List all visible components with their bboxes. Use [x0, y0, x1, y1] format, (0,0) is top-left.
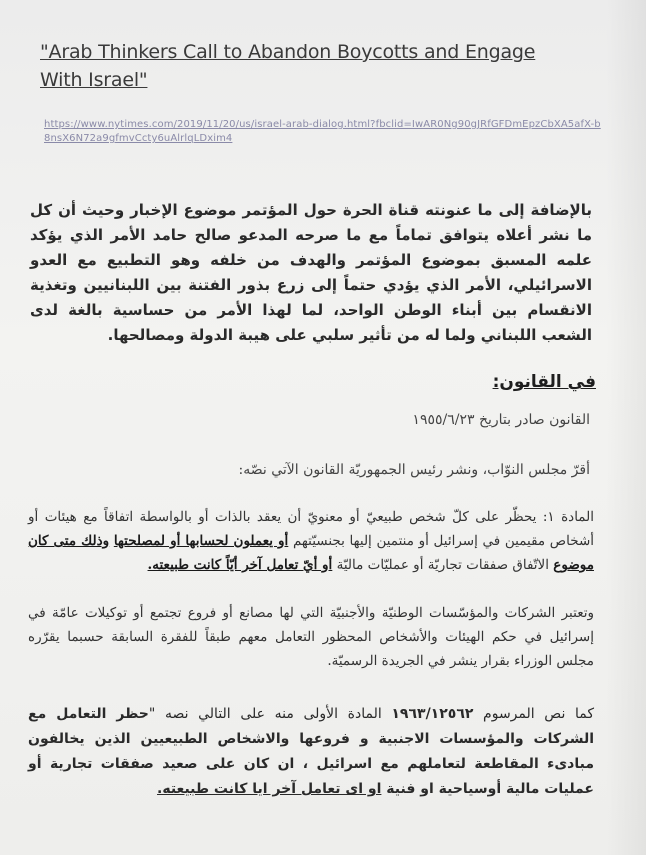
body-paragraph-intro: بالإضافة إلى ما عنونته قناة الحرة حول المؤتمر موضوع الإخبار وحيث أن كل ما نشر أعلاه يتوافق تماماً مع ما صرحه المدعو صالح حامد الأمر الذي يؤكد علمه المسبق بموضوع المؤتمر والهدف من خلفه وهو التطبيع مع العدو الاسرائيلي، الأمر الذي يؤدي حتماً إلى زرع بذور الفتنة بين اللبنانيين وتغذية الانقسام بين أبناء الوطن الواحد، لما لهذا الأمر من حساسية بالغة لدى الشعب اللبناني ولما له من تأثير سلبي على هيبة الدولة ومصالحها. [30, 201, 592, 344]
decree-number: ١٩٦٣/١٢٥٦٢ [391, 706, 474, 722]
article-1-paragraph [28, 505, 594, 577]
article-1-text-a: المادة ١: يحظّر على كلّ شخص طبيعيّ أو معنويّ أن يعقد بالذات أو بالواسطة اتفاقاً مع هيئات أو أشخاص مقيمين في إسرائيل أو منتمين إليها بجنسيّتهم [28, 509, 595, 549]
article-1-underlined-c: أو أيّ تعامل آخر أيّاً كانت طبيعته. [147, 557, 333, 573]
article-1-continuation: وتعتبر الشركات والمؤسّسات الوطنيّة والأجنبيّة التي لها مصانع أو فروع تجتمع أو توكيلات عامّة في إسرائيل في حكم الهيئات والأشخاص المحظور التعامل معهم طبقاً للفقرة السابقة حسبما يقرّره مجلس الوزراء بقرار ينشر في الجريدة الرسميّة. [28, 605, 594, 669]
page-edge-shadow [606, 0, 646, 855]
article-1-text-b: الاتّفاق صفقات تجاريّة أو عمليّات ماليّة [332, 557, 554, 573]
law-intro-line: أقرّ مجلس النوّاب، ونشر رئيس الجمهوريّة القانون الآتي نصّه: [238, 462, 590, 478]
article-url-link[interactable]: https://www.nytimes.com/2019/11/20/us/israel-arab-dialog.html?fbclid=IwAR0Ng90gJRfGFDmEpzCbXA5afX-b8nsX6N72a9gfmvCcty6uAlrlqLDxim4 [44, 119, 601, 144]
decree-text-a: كما نص المرسوم [473, 706, 594, 722]
decree-quote: حظر التعامل مع الشركات والمؤسسات الاجنبية و فروعها والاشخاص الطبيعيين الذين يخالفون مبادىء المقاطعة لتعاملهم مع اسرائيل ، ان كان على صعيد صفقات تجارية أو عمليات مالية أوسياحية او فنية [28, 706, 594, 797]
decree-underlined: او اى تعامل آخر ايا كانت طبيعته. [157, 781, 382, 797]
law-date-line: القانون صادر بتاريخ ١٩٥٥/٦/٢٣ [412, 412, 590, 428]
decree-text-b: المادة الأولى منه على التالي نصه " [148, 706, 392, 722]
article-title: "Arab Thinkers Call to Abandon Boycotts and Engage With Israel" [40, 41, 536, 91]
article-1-underlined-a: أو يعملون لحسابها أو لمصلحتها [113, 533, 289, 549]
article-1-underlined-b: وذلك متى كان موضوع [28, 533, 594, 573]
section-heading-law: في القانون: [492, 372, 596, 392]
decree-paragraph [28, 702, 594, 802]
